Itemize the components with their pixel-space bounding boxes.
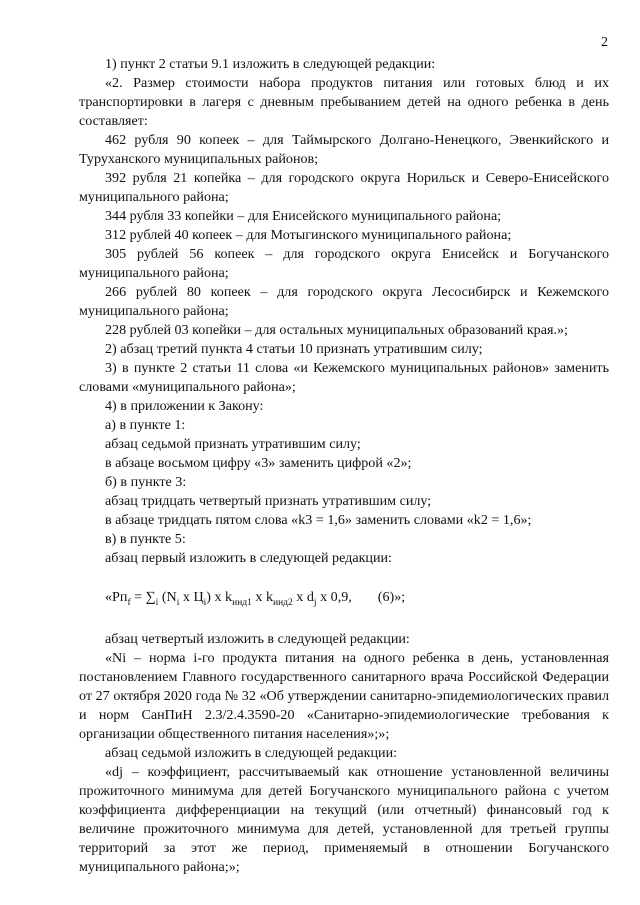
formula [79, 588, 609, 607]
formula-number: (6)»; [377, 589, 406, 605]
paragraph: 312 рублей 40 копеек – для Мотыгинского муниципального района; [105, 227, 512, 243]
paragraph: 3) в пункте 2 статьи 11 слова «и Кежемского муниципальных районов» заменить словами «муниципального района»; [79, 360, 609, 395]
paragraph: абзац первый изложить в следующей редакции: [105, 550, 392, 566]
paragraph: 4) в приложении к Закону: [105, 398, 264, 414]
formula-part: «Рп [105, 589, 128, 605]
formula-part: = ∑ [130, 589, 156, 605]
formula-subscript: i [155, 597, 159, 608]
paragraph: абзац седьмой изложить в следующей редакции: [105, 745, 398, 761]
formula-subscript: инд1 [232, 597, 252, 608]
paragraph: в) в пункте 5: [105, 531, 186, 547]
formula-part: (N [158, 589, 177, 605]
paragraph: в абзаце восьмом цифру «3» заменить цифрой «2»; [105, 455, 412, 471]
formula-part: ) x k [206, 589, 233, 605]
paragraph: 344 рубля 33 копейки – для Енисейского муниципального района; [105, 208, 502, 224]
formula-subscript: j [313, 597, 317, 608]
formula-part: x d [292, 589, 314, 605]
paragraph: а) в пункте 1: [105, 417, 186, 433]
document-body [79, 55, 609, 877]
paragraph: 1) пункт 2 статьи 9.1 изложить в следующей редакции: [105, 56, 436, 72]
paragraph: б) в пункте 3: [105, 474, 187, 490]
paragraph: в абзаце тридцать пятом слова «k3 = 1,6» заменить словами «k2 = 1,6»; [105, 512, 532, 528]
paragraph: «2. Размер стоимости набора продуктов питания или готовых блюд и их транспортировки в лагеря с дневным пребыванием детей на одного ребенка в день составляет: [79, 75, 609, 129]
formula-part: x 0,9, [316, 589, 352, 605]
paragraph: абзац тридцать четвертый признать утратившим силу; [105, 493, 432, 509]
paragraph: 392 рубля 21 копейка – для городского округа Норильск и Северо-Енисейского муниципального района; [79, 170, 609, 205]
paragraph: 305 рублей 56 копеек – для городского округа Енисейск и Богучанского муниципального района; [79, 246, 609, 281]
paragraph: 462 рубля 90 копеек – для Таймырского Долгано-Ненецкого, Эвенкийского и Туруханского муниципальных районов; [79, 132, 609, 167]
formula-subscript: i [176, 597, 180, 608]
paragraph: абзац седьмой признать утратившим силу; [105, 436, 361, 452]
paragraph: «dj – коэффициент, рассчитываемый как отношение установленной величины прожиточного минимума для детей Богучанского муниципального района с учетом коэффициента дифференциации на текущий (или отчетный) финансовый год к величине прожиточного минимума для детей, установленной для третьей группы территорий за этот же период, применяемый в отношении Богучанского муниципального района;»; [79, 764, 609, 875]
page-number: 2 [601, 35, 608, 50]
formula-subscript: i [203, 597, 207, 608]
paragraph: 228 рублей 03 копейки – для остальных муниципальных образований края.»; [105, 322, 568, 338]
paragraph: «Ni – норма i-го продукта питания на одного ребенка в день, установленная постановлением Главного государственного санитарного врача Российской Федерации от 27 октября 2020 года № 32 «Об утверждении санитарно-эпидемиологических правил и норм СанПиН 2.3/2.4.3590-20 «Санитарно-эпидемиологические требования к организации общественного питания населения»;»; [79, 650, 609, 742]
paragraph: 2) абзац третий пункта 4 статьи 10 признать утратившим силу; [105, 341, 483, 357]
formula-part: x Ц [179, 589, 204, 605]
formula-subscript: инд2 [273, 597, 293, 608]
paragraph: 266 рублей 80 копеек – для городского округа Лесосибирск и Кежемского муниципального района; [79, 284, 609, 319]
formula-part: x k [251, 589, 274, 605]
paragraph: абзац четвертый изложить в следующей редакции: [105, 631, 410, 647]
formula-subscript: f [127, 597, 131, 608]
